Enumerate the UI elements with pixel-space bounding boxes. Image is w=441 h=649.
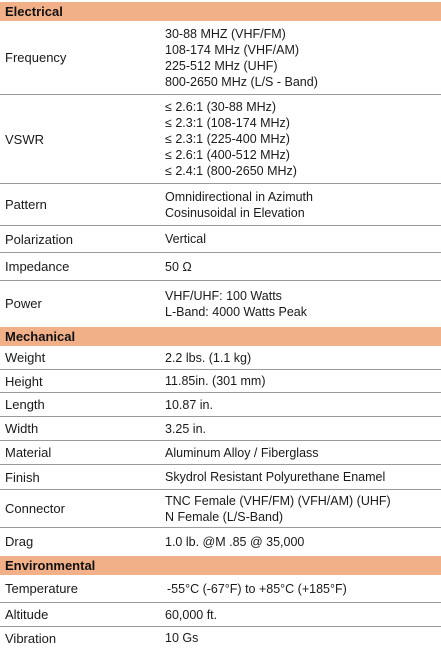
spec-label: Material — [5, 445, 52, 460]
spec-row-polarization — [0, 226, 441, 253]
spec-value — [165, 603, 437, 626]
spec-row-vswr — [0, 95, 441, 184]
spec-value-line: Aluminum Alloy / Fiberglass — [165, 445, 319, 460]
spec-label: Impedance — [5, 259, 70, 274]
spec-row-finish — [0, 465, 441, 490]
spec-row-frequency — [0, 21, 441, 95]
spec-value-line: 10.87 in. — [165, 397, 213, 412]
spec-value-line: 2.2 lbs. (1.1 kg) — [165, 350, 252, 365]
spec-row-power — [0, 281, 441, 326]
spec-value-line: ≤ 2.6:1 (30-88 MHz) — [165, 100, 277, 114]
spec-row-length — [0, 393, 441, 417]
spec-row-temperature — [0, 575, 441, 603]
spec-value — [165, 441, 437, 464]
spec-row-width — [0, 417, 441, 441]
spec-row-pattern — [0, 184, 441, 226]
spec-row-impedance — [0, 253, 441, 281]
spec-value — [165, 370, 437, 392]
spec-label: Width — [5, 421, 39, 436]
spec-value — [165, 393, 437, 416]
spec-row-altitude — [0, 603, 441, 627]
spec-value — [165, 490, 437, 527]
spec-row-weight — [0, 346, 441, 370]
spec-label: Frequency — [5, 50, 67, 65]
spec-label: Vibration — [5, 630, 57, 646]
spec-label: Drag — [5, 534, 34, 549]
section-header-electrical: Electrical — [0, 2, 441, 21]
spec-value — [165, 184, 437, 225]
spec-value-line: 30-88 MHZ (VHF/FM) — [165, 26, 286, 41]
spec-value-line: ≤ 2.4:1 (800-2650 MHz) — [165, 164, 297, 178]
spec-label: Weight — [5, 350, 46, 365]
spec-value — [165, 417, 437, 440]
spec-label: Altitude — [5, 607, 49, 622]
spec-value-line: ≤ 2.3:1 (225-400 MHz) — [165, 132, 290, 146]
section-header-mechanical: Mechanical — [0, 327, 441, 346]
spec-row-material — [0, 441, 441, 465]
spec-value-line: 11.85in. (301 mm) — [165, 374, 266, 388]
spec-value-line: L-Band: 4000 Watts Peak — [165, 304, 307, 319]
spec-value-line: Skydrol Resistant Polyurethane Enamel — [165, 470, 386, 484]
spec-value — [165, 253, 437, 280]
section-header-environmental: Environmental — [0, 556, 441, 575]
spec-label: Pattern — [5, 197, 47, 212]
spec-value — [165, 21, 437, 94]
spec-label: Length — [5, 397, 45, 412]
spec-row-connector — [0, 490, 441, 528]
spec-value — [165, 95, 437, 183]
spec-label: Temperature — [5, 581, 78, 596]
spec-value-line: 60,000 ft. — [165, 607, 218, 622]
spec-label: VSWR — [5, 131, 44, 147]
spec-value-line: ≤ 2.3:1 (108-174 MHz) — [165, 116, 290, 130]
spec-value-line: Omnidirectional in Azimuth — [165, 189, 313, 204]
spec-value — [167, 575, 437, 602]
spec-value — [165, 346, 437, 369]
spec-label: Finish — [5, 469, 40, 485]
spec-value — [165, 627, 437, 649]
spec-value-line: ≤ 2.6:1 (400-512 MHz) — [165, 148, 290, 162]
spec-value-line: 800-2650 MHz (L/S - Band) — [165, 74, 318, 89]
spec-value — [165, 528, 437, 555]
spec-value-line: 50 Ω — [165, 259, 192, 274]
spec-row-height — [0, 370, 441, 393]
spec-value-line: 225-512 MHz (UHF) — [165, 58, 278, 73]
spec-value — [165, 465, 437, 489]
spec-value-line: TNC Female (VHF/FM) (VFH/AM) (UHF) — [165, 493, 391, 508]
spec-value-line: 3.25 in. — [165, 421, 207, 436]
spec-value — [165, 226, 437, 252]
spec-label: Power — [5, 296, 42, 311]
spec-row-vibration — [0, 627, 441, 649]
spec-label: Connector — [5, 501, 65, 516]
spec-label: Polarization — [5, 231, 73, 247]
spec-value-line: Vertical — [165, 232, 206, 246]
spec-value — [165, 281, 437, 326]
spec-value-line: -55°C (-67°F) to +85°C (+185°F) — [167, 581, 347, 596]
spec-row-drag — [0, 528, 441, 555]
spec-value-line: 1.0 lb. @M .85 @ 35,000 — [165, 534, 305, 549]
spec-label: Height — [5, 373, 43, 389]
spec-value-line: 108-174 MHz (VHF/AM) — [165, 42, 300, 57]
spec-value-line: VHF/UHF: 100 Watts — [165, 288, 282, 303]
spec-value-line: Cosinusoidal in Elevation — [165, 205, 305, 220]
spec-value-line: 10 Gs — [165, 631, 199, 645]
spec-value-line: N Female (L/S-Band) — [165, 509, 284, 524]
